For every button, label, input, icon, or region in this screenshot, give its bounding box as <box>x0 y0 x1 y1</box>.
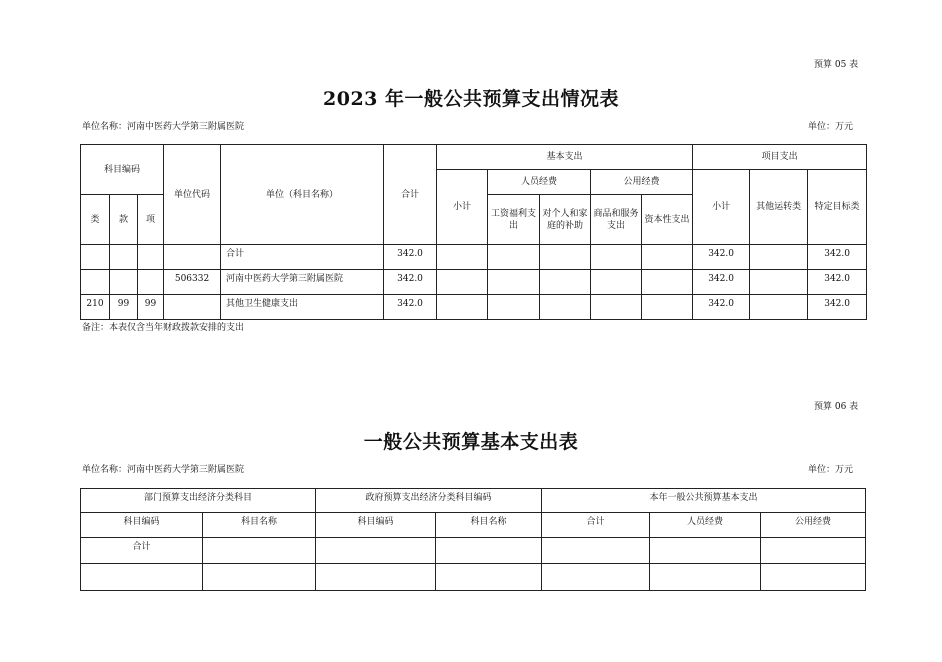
header-basic: 基本支出 <box>437 145 693 170</box>
page-title: 2023 年一般公共预算支出情况表 <box>323 88 619 110</box>
header-xiang: 项 <box>138 195 164 245</box>
header-project: 项目支出 <box>693 145 867 170</box>
header-gov-class: 政府预算支出经济分类科目编码 <box>316 489 542 513</box>
cell-kuan <box>110 270 138 295</box>
unit-name-label: 单位名称：河南中医药大学第三附属医院 <box>82 122 245 132</box>
cell-xiang: 99 <box>138 295 164 320</box>
cell-name: 其他卫生健康支出 <box>221 295 384 320</box>
cell-goods <box>591 245 642 270</box>
cell-project-subtotal: 342.0 <box>693 270 750 295</box>
header-dept-class: 部门预算支出经济分类科目 <box>81 489 316 513</box>
table-row <box>81 564 866 591</box>
cell-goods <box>591 270 642 295</box>
header-wage: 工资福利支出 <box>488 195 540 245</box>
basic-expenditure-table <box>80 488 866 591</box>
form-number: 预算 05 表 <box>814 60 859 70</box>
cell-gov-name <box>436 538 542 564</box>
header-goods: 商品和服务支出 <box>591 195 642 245</box>
header-capital: 资本性支出 <box>642 195 693 245</box>
cell-kuan: 99 <box>110 295 138 320</box>
cell-capital <box>642 245 693 270</box>
header-total: 合计 <box>384 145 437 245</box>
cell-total: 342.0 <box>384 270 437 295</box>
cell-gov-name <box>436 564 542 591</box>
cell-name: 河南中医药大学第三附属医院 <box>221 270 384 295</box>
table-row <box>81 245 867 270</box>
cell-other-transfer <box>750 245 808 270</box>
cell-personnel <box>650 538 761 564</box>
header-personnel: 人员经费 <box>650 513 761 538</box>
cell-individual <box>540 245 591 270</box>
header-individual: 对个人和家庭的补助 <box>540 195 591 245</box>
cell-total: 342.0 <box>384 245 437 270</box>
cell-basic-subtotal <box>437 270 488 295</box>
cell-other-transfer <box>750 270 808 295</box>
cell-total: 342.0 <box>384 295 437 320</box>
header-total: 合计 <box>542 513 650 538</box>
cell-other-transfer <box>750 295 808 320</box>
budget-expenditure-table <box>80 144 867 320</box>
header-unit-code: 单位代码 <box>164 145 221 245</box>
cell-lei <box>81 245 110 270</box>
cell-special: 342.0 <box>808 295 867 320</box>
cell-goods <box>591 295 642 320</box>
cell-individual <box>540 270 591 295</box>
cell-project-subtotal: 342.0 <box>693 295 750 320</box>
cell-special: 342.0 <box>808 270 867 295</box>
cell-wage <box>488 245 540 270</box>
page-title: 一般公共预算基本支出表 <box>363 431 579 453</box>
table-row <box>81 270 867 295</box>
cell-capital <box>642 295 693 320</box>
cell-individual <box>540 295 591 320</box>
header-special: 特定目标类 <box>808 170 867 245</box>
cell-public <box>761 564 866 591</box>
cell-capital <box>642 270 693 295</box>
cell-gov-code <box>316 564 436 591</box>
header-other-transfer: 其他运转类 <box>750 170 808 245</box>
cell-special: 342.0 <box>808 245 867 270</box>
cell-xiang <box>138 245 164 270</box>
header-subject-code: 科目编码 <box>81 513 203 538</box>
unit-label: 单位：万元 <box>808 465 854 475</box>
cell-lei <box>81 270 110 295</box>
header-kuan: 款 <box>110 195 138 245</box>
cell-total <box>542 564 650 591</box>
header-current-year: 本年一般公共预算基本支出 <box>542 489 866 513</box>
cell-unit-code: 506332 <box>164 270 221 295</box>
cell-subject-name <box>203 564 316 591</box>
cell-total <box>542 538 650 564</box>
cell-personnel <box>650 564 761 591</box>
form-number: 预算 06 表 <box>814 402 859 412</box>
cell-wage <box>488 270 540 295</box>
header-public: 公用经费 <box>591 170 693 195</box>
cell-xiang <box>138 270 164 295</box>
table-note: 备注：本表仅含当年财政拨款安排的支出 <box>82 323 245 333</box>
cell-subject-code <box>81 564 203 591</box>
unit-label: 单位：万元 <box>808 122 854 132</box>
cell-lei: 210 <box>81 295 110 320</box>
header-subject-code: 科目编码 <box>316 513 436 538</box>
header-personnel: 人员经费 <box>488 170 591 195</box>
cell-unit-code <box>164 295 221 320</box>
cell-unit-code <box>164 245 221 270</box>
header-subject-name: 科目名称 <box>203 513 316 538</box>
cell-subject-name <box>203 538 316 564</box>
cell-subject-code: 合计 <box>81 538 203 564</box>
header-lei: 类 <box>81 195 110 245</box>
header-subject-name: 科目名称 <box>436 513 542 538</box>
cell-basic-subtotal <box>437 245 488 270</box>
cell-wage <box>488 295 540 320</box>
cell-public <box>761 538 866 564</box>
cell-basic-subtotal <box>437 295 488 320</box>
cell-name: 合计 <box>221 245 384 270</box>
header-basic-subtotal: 小计 <box>437 170 488 245</box>
cell-kuan <box>110 245 138 270</box>
cell-project-subtotal: 342.0 <box>693 245 750 270</box>
unit-name-label: 单位名称：河南中医药大学第三附属医院 <box>82 465 245 475</box>
header-public: 公用经费 <box>761 513 866 538</box>
header-unit-subject: 单位（科目名称） <box>221 145 384 245</box>
table-row <box>81 295 867 320</box>
header-subject-code: 科目编码 <box>81 145 164 195</box>
table-row <box>81 538 866 564</box>
header-project-subtotal: 小计 <box>693 170 750 245</box>
cell-gov-code <box>316 538 436 564</box>
